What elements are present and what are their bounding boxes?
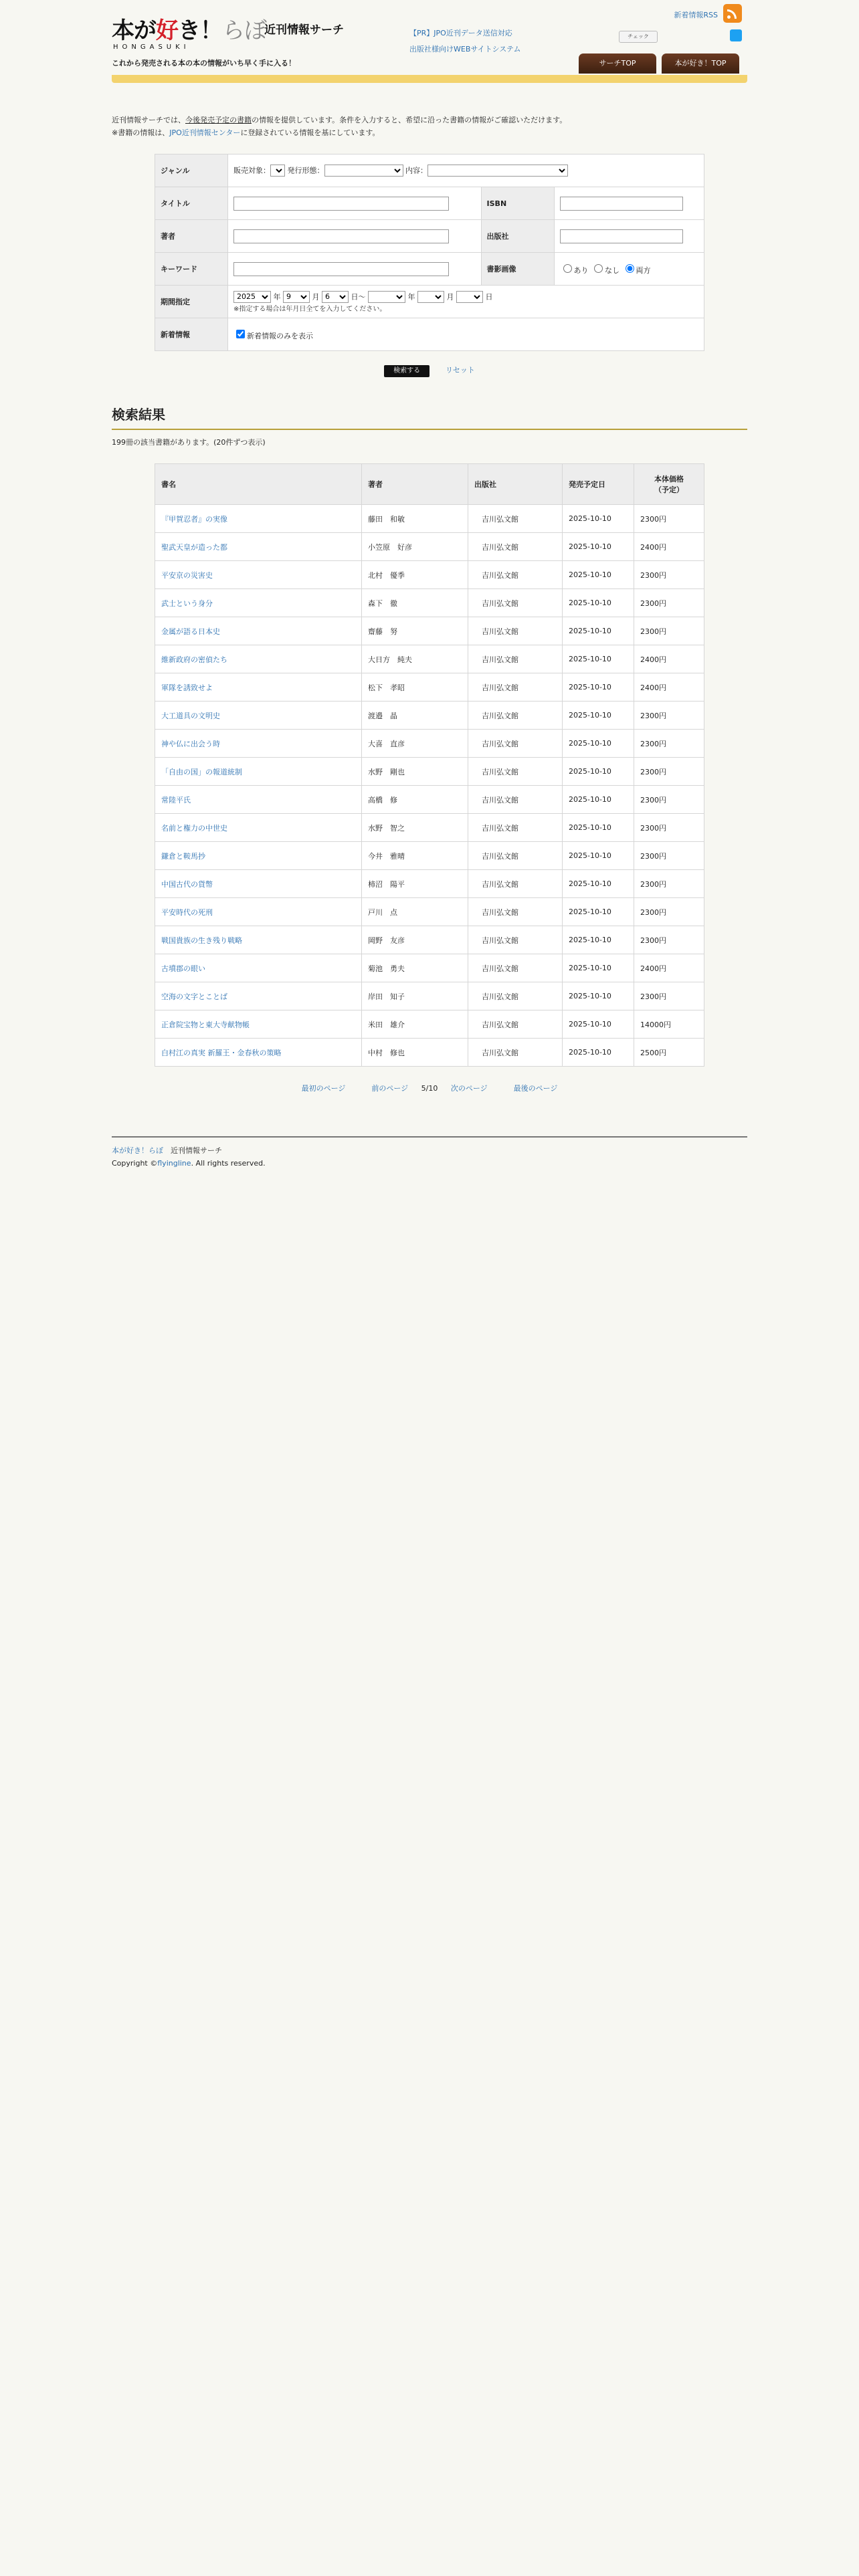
book-author: 水野 剛也 [368, 767, 405, 776]
book-release-date: 2025-10-10 [569, 879, 611, 888]
book-release-date: 2025-10-10 [569, 655, 611, 663]
year-from-select[interactable] [233, 291, 271, 303]
book-price: 2300円 [640, 992, 666, 1001]
book-publisher: 吉川弘文館 [482, 879, 518, 889]
table-row [155, 730, 704, 758]
book-publisher: 吉川弘文館 [482, 1048, 518, 1057]
table-row [155, 505, 704, 533]
title-input[interactable] [233, 197, 449, 211]
pager-current: 5/10 [421, 1084, 438, 1093]
publisher-label: 出版社 [481, 220, 554, 253]
book-publisher: 吉川弘文館 [482, 711, 518, 720]
book-price: 2400円 [640, 655, 666, 664]
book-price: 2400円 [640, 542, 666, 552]
footer-home-link[interactable]: 本が好き！らぼ [112, 1146, 163, 1155]
book-author: 米田 雄介 [368, 1020, 405, 1029]
book-publisher: 吉川弘文館 [482, 936, 518, 945]
format-select[interactable] [324, 165, 403, 177]
book-author: 水野 智之 [368, 823, 405, 833]
book-title-link[interactable]: 平安時代の死刑 [161, 907, 213, 917]
new-label: 新着情報 [155, 318, 228, 351]
book-title-link[interactable]: 「自由の国」の報道統制 [161, 767, 242, 776]
book-publisher: 吉川弘文館 [482, 992, 518, 1001]
intro-underline: 今後発売予定の書籍 [185, 116, 252, 124]
book-price: 2300円 [640, 711, 666, 720]
isbn-label: ISBN [481, 187, 554, 220]
book-title-link[interactable]: 神や仏に出会う時 [161, 739, 220, 748]
book-price: 2300円 [640, 514, 666, 524]
genre-label: ジャンル [155, 154, 228, 187]
table-row [155, 589, 704, 617]
book-price: 2400円 [640, 683, 666, 692]
col-date: 発売予定日 [563, 464, 634, 505]
book-title-link[interactable]: 維新政府の密偵たち [161, 655, 227, 664]
book-title-link[interactable]: 平安京の災害史 [161, 570, 213, 580]
book-title-link[interactable]: 軍隊を誘致せよ [161, 683, 213, 692]
rss-link[interactable]: 新着情報RSS [674, 11, 718, 19]
nav-search-top[interactable]: サーチTOP [579, 53, 656, 74]
content-select[interactable] [427, 165, 568, 177]
twitter-icon[interactable] [730, 29, 742, 41]
book-price: 2300円 [640, 570, 666, 580]
table-row [155, 702, 704, 730]
book-release-date: 2025-10-10 [569, 795, 611, 804]
book-author: 松下 孝昭 [368, 683, 405, 692]
pager-first[interactable]: 最初のページ [301, 1084, 346, 1093]
table-row [155, 1010, 704, 1039]
book-publisher: 吉川弘文館 [482, 1020, 518, 1029]
book-title-link[interactable]: 名前と権力の中世史 [161, 823, 227, 833]
book-publisher: 吉川弘文館 [482, 964, 518, 973]
site-footer: 本が好き！らぼ 近刊情報サーチ Copyright ©flyingline. All rights reserved. [112, 1136, 747, 1170]
book-publisher: 吉川弘文館 [482, 655, 518, 664]
pager-next[interactable]: 次のページ [450, 1084, 488, 1093]
book-publisher: 吉川弘文館 [482, 907, 518, 917]
pagination [112, 1083, 747, 1093]
book-publisher: 吉川弘文館 [482, 823, 518, 833]
site-name: 近刊情報サーチ [264, 23, 344, 37]
table-row [155, 1039, 704, 1067]
table-row [155, 982, 704, 1010]
publisher-input[interactable] [560, 229, 683, 243]
logo-text-1: 本が [112, 17, 156, 44]
table-row [155, 561, 704, 589]
book-release-date: 2025-10-10 [569, 542, 611, 551]
search-button[interactable]: 検索する [384, 365, 430, 377]
book-publisher: 吉川弘文館 [482, 851, 518, 861]
book-price: 2300円 [640, 599, 666, 608]
pr-link-publisher[interactable]: 出版社様向けWEBサイトシステム [409, 45, 521, 53]
target-select[interactable] [270, 165, 285, 177]
year-to-select[interactable] [368, 291, 405, 303]
book-author: 柿沼 陽平 [368, 879, 405, 889]
book-price: 2300円 [640, 851, 666, 861]
logo-text-3: き！ [178, 17, 222, 44]
table-row [155, 533, 704, 561]
logo-text-2: 好 [156, 17, 178, 44]
col-title: 書名 [155, 464, 362, 505]
table-row [155, 898, 704, 926]
cover-radio-both[interactable] [626, 264, 634, 273]
book-release-date: 2025-10-10 [569, 823, 611, 832]
book-author: 高橋 修 [368, 795, 397, 804]
book-release-date: 2025-10-10 [569, 1048, 611, 1057]
book-title-link[interactable]: 鎌倉と鞍馬抄 [161, 851, 205, 861]
book-title-link[interactable]: 戦国貴族の生き残り戦略 [161, 936, 242, 945]
book-title-link[interactable]: 白村江の真実 新羅王・金春秋の策略 [161, 1048, 282, 1057]
pr-links [409, 25, 521, 58]
col-author: 著者 [362, 464, 468, 505]
month-to-select[interactable] [417, 291, 444, 303]
book-price: 2300円 [640, 795, 666, 804]
day-to-select[interactable] [456, 291, 483, 303]
check-button[interactable]: チェック [619, 31, 658, 43]
book-author: 岸田 知子 [368, 992, 405, 1001]
results-count: 199冊の該当書籍があります。(20件ずつ表示) [112, 438, 266, 447]
book-publisher: 吉川弘文館 [482, 514, 518, 524]
book-title-link[interactable]: 古墳郡の眼い [161, 964, 205, 973]
book-price: 2300円 [640, 823, 666, 833]
book-publisher: 吉川弘文館 [482, 599, 518, 608]
footer-company-link[interactable]: flyingline [157, 1159, 191, 1168]
period-note: ※指定する場合は年月日全てを入力してください。 [233, 305, 387, 313]
book-publisher: 吉川弘文館 [482, 683, 518, 692]
book-price: 2300円 [640, 739, 666, 748]
title-label: タイトル [155, 187, 228, 220]
book-author: 今井 雅晴 [368, 851, 405, 861]
book-author: 渡邉 晶 [368, 711, 397, 720]
keyword-label: キーワード [155, 253, 228, 286]
intro-text: 近刊情報サーチでは、今後発売予定の書籍の情報を提供しています。条件を入力すると、希望に沿った書籍の情報がご確認いただけます。 ※書籍の情報は、JPO近刊情報センターに登録されている情報を基にしています。 [112, 116, 567, 137]
book-title-link[interactable]: 金属が語る日本史 [161, 627, 220, 636]
header-divider [112, 75, 747, 83]
table-row [155, 758, 704, 786]
book-publisher: 吉川弘文館 [482, 542, 518, 552]
period-label: 期間指定 [155, 286, 228, 318]
site-logo[interactable] [112, 12, 266, 51]
pr-link-jpo[interactable]: 【PR】JPO近刊データ送信対応 [409, 29, 512, 37]
book-publisher: 吉川弘文館 [482, 739, 518, 748]
book-release-date: 2025-10-10 [569, 711, 611, 720]
book-title-link[interactable]: 空海の文字とことば [161, 992, 227, 1001]
book-author: 北村 優季 [368, 570, 405, 580]
results-table [155, 463, 704, 1067]
book-release-date: 2025-10-10 [569, 767, 611, 776]
book-title-link[interactable]: 中国古代の貨幣 [161, 879, 213, 889]
new-only-checkbox[interactable] [236, 330, 245, 338]
table-row [155, 786, 704, 814]
book-price: 2300円 [640, 907, 666, 917]
table-row [155, 617, 704, 645]
book-release-date: 2025-10-10 [569, 907, 611, 916]
book-title-link[interactable]: 『甲賀忍者』の実像 [161, 514, 227, 524]
cover-label: 書影画像 [481, 253, 554, 286]
pager-last[interactable]: 最後のページ [513, 1084, 558, 1093]
book-publisher: 吉川弘文館 [482, 570, 518, 580]
book-price: 2300円 [640, 936, 666, 945]
book-title-link[interactable]: 大工道具の文明史 [161, 711, 220, 720]
book-price: 14000円 [640, 1020, 671, 1029]
site-header [112, 0, 747, 75]
book-author: 中村 修也 [368, 1048, 405, 1057]
rss-icon[interactable] [723, 4, 742, 23]
book-release-date: 2025-10-10 [569, 936, 611, 944]
book-release-date: 2025-10-10 [569, 1020, 611, 1029]
col-publisher: 出版社 [468, 464, 563, 505]
book-publisher: 吉川弘文館 [482, 627, 518, 636]
table-row [155, 954, 704, 982]
pager-prev[interactable]: 前のページ [371, 1084, 409, 1093]
month-from-select[interactable] [283, 291, 310, 303]
book-title-link[interactable]: 聖武天皇が造った都 [161, 542, 227, 552]
book-price: 2300円 [640, 879, 666, 889]
book-author: 菊池 勇夫 [368, 964, 405, 973]
author-label: 著者 [155, 220, 228, 253]
jpo-center-link[interactable]: JPO近刊情報センター [169, 128, 241, 137]
book-release-date: 2025-10-10 [569, 964, 611, 972]
book-author: 大日方 純夫 [368, 655, 412, 664]
isbn-input[interactable] [560, 197, 683, 211]
table-row [155, 870, 704, 898]
book-price: 2300円 [640, 767, 666, 776]
results-title: 検索結果 [112, 404, 747, 430]
logo-text-4: らぼ [222, 17, 266, 44]
book-author: 森下 徹 [368, 599, 397, 608]
table-row [155, 814, 704, 842]
book-release-date: 2025-10-10 [569, 570, 611, 579]
tagline: これから発売される本の本の情報がいち早く手に入る！ [112, 59, 296, 68]
nav-hongasuki-top[interactable]: 本が好き！TOP [662, 53, 739, 74]
author-input[interactable] [233, 229, 449, 243]
book-release-date: 2025-10-10 [569, 739, 611, 748]
book-release-date: 2025-10-10 [569, 514, 611, 523]
book-price: 2300円 [640, 627, 666, 636]
search-form: ジャンル 販売対象： 発行形態： 内容： タイトル ISBN 著者 出版社 キーワード 書影画像 あり なし 両方 期間指定 2025 年 9 月 6 日～ 年 月 日 ※指定する場合は年月日全てを入力してください。 新着情報 新着情報のみを表示 [155, 154, 704, 351]
book-title-link[interactable]: 正倉院宝物と東大寺献物帳 [161, 1020, 250, 1029]
book-title-link[interactable]: 常陸平氏 [161, 795, 191, 804]
book-release-date: 2025-10-10 [569, 851, 611, 860]
book-title-link[interactable]: 武士という身分 [161, 599, 213, 608]
cover-radio-no[interactable] [594, 264, 603, 273]
book-author: 戸川 点 [368, 907, 397, 917]
book-author: 岡野 友彦 [368, 936, 405, 945]
book-release-date: 2025-10-10 [569, 599, 611, 607]
keyword-input[interactable] [233, 262, 449, 276]
book-release-date: 2025-10-10 [569, 627, 611, 635]
book-release-date: 2025-10-10 [569, 992, 611, 1000]
book-author: 藤田 和敏 [368, 514, 405, 524]
book-author: 小笠原 好彦 [368, 542, 412, 552]
book-release-date: 2025-10-10 [569, 683, 611, 691]
col-price: 本体価格 （予定） [634, 464, 704, 505]
book-author: 齋藤 努 [368, 627, 397, 636]
book-price: 2400円 [640, 964, 666, 973]
table-row [155, 673, 704, 702]
table-row [155, 842, 704, 870]
cover-radio-yes[interactable] [563, 264, 572, 273]
table-row [155, 926, 704, 954]
book-author: 大喜 直彦 [368, 739, 405, 748]
table-row [155, 645, 704, 673]
book-price: 2500円 [640, 1048, 666, 1057]
logo-subtext: HONGASUKI [113, 43, 190, 51]
book-publisher: 吉川弘文館 [482, 767, 518, 776]
reset-button[interactable]: リセット [445, 366, 475, 374]
book-publisher: 吉川弘文館 [482, 795, 518, 804]
day-from-select[interactable] [322, 291, 349, 303]
